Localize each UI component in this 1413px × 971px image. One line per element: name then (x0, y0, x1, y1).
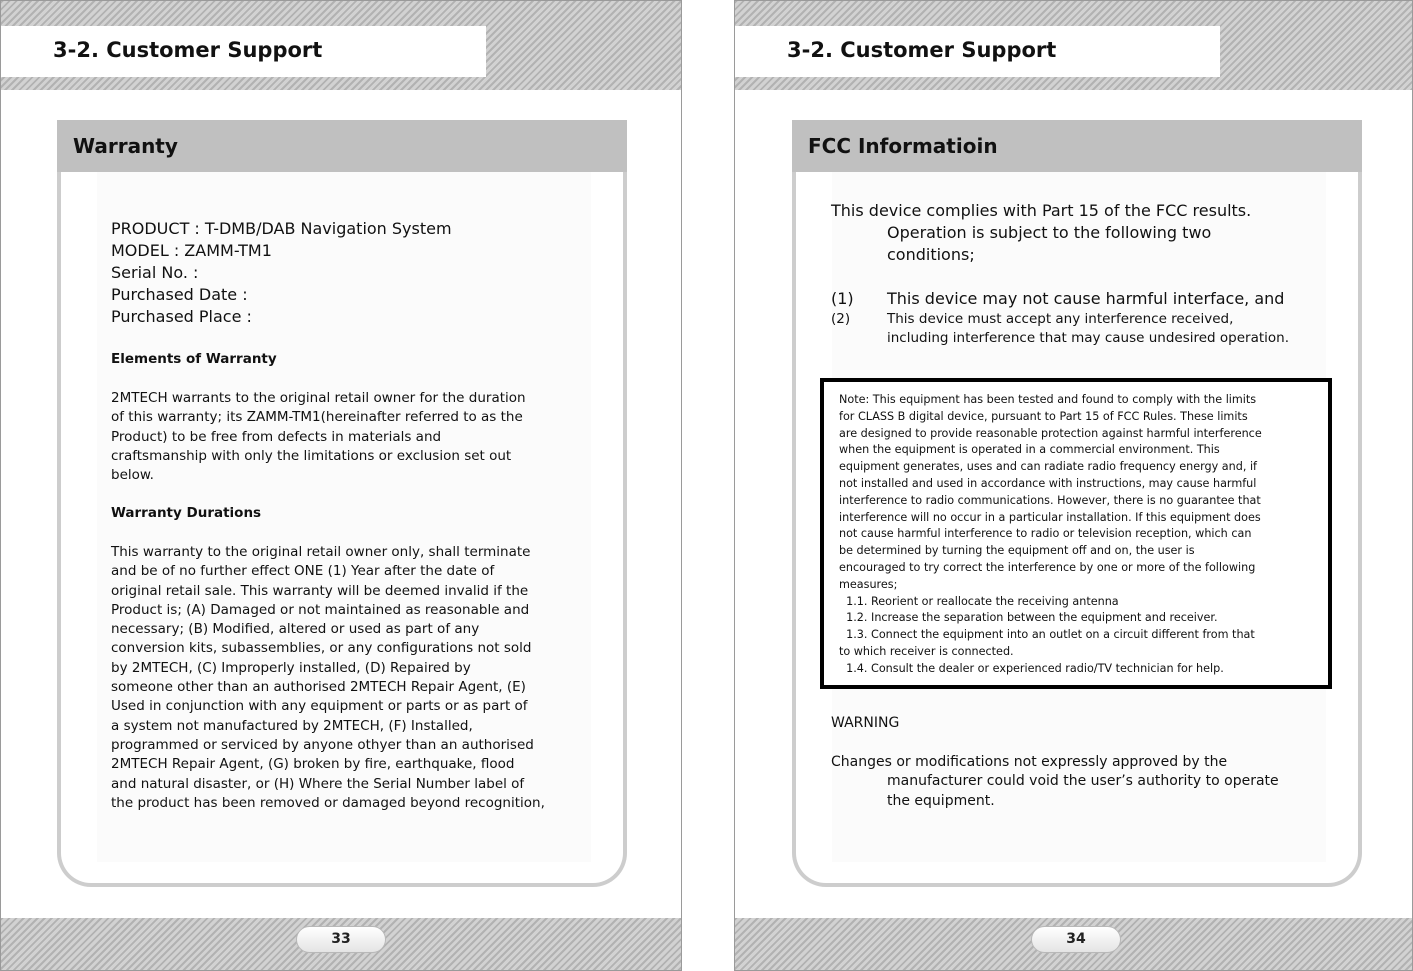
purchased-place-line: Purchased Place : (111, 307, 252, 326)
paragraph-line: and natural disaster, or (H) Where the Serial Number label of (111, 775, 525, 792)
elements-heading: Elements of Warranty (111, 351, 277, 367)
note-line: be determined by turning the equipment off and on, the user is (839, 544, 1195, 558)
paragraph-line: This warranty to the original retail owner only, shall terminate (111, 544, 531, 560)
warning-line: manufacturer could void the user’s authority to operate (887, 773, 1279, 790)
note-line: encouraged to try correct the interference by one or more of the following (839, 560, 1256, 574)
note-line: Note: This equipment has been tested and found to comply with the limits (839, 393, 1257, 406)
note-line: are designed to provide reasonable protection against harmful interference (839, 426, 1262, 440)
condition-text: This device must accept any interference received, (887, 311, 1234, 327)
paragraph-line: necessary; (B) Modified, altered or used as part of any (111, 621, 480, 638)
fcc-intro (831, 200, 1251, 266)
warning-line: the equipment. (887, 792, 995, 809)
condition-2 (831, 310, 1289, 348)
card-title: Warranty (73, 134, 178, 158)
paragraph-line: conversion kits, subassemblies, or any configurations not sold (111, 640, 532, 657)
note-line: measures; (839, 577, 898, 591)
page-33 (0, 0, 682, 971)
warning-heading: WARNING (831, 715, 900, 731)
page-number-badge: 34 (1031, 926, 1121, 953)
note-line: when the equipment is operated in a commercial environment. This (839, 443, 1220, 457)
paragraph-line: original retail sale. This warranty will be deemed invalid if the (111, 582, 529, 599)
serial-line: Serial No. : (111, 263, 199, 282)
paragraph-line: the product has been removed or damaged beyond recognition, (111, 794, 545, 811)
paragraph-line: Product is; (A) Damaged or not maintained as reasonable and (111, 601, 530, 618)
paragraph-line: by 2MTECH, (C) Improperly installed, (D) Repaired by (111, 659, 471, 676)
condition-number: (2) (831, 311, 851, 327)
purchased-date-line: Purchased Date : (111, 285, 248, 304)
warning-paragraph (831, 753, 1279, 811)
note-text (839, 392, 1262, 678)
note-line: 1.2. Increase the separation between the equipment and receiver. (839, 611, 1218, 625)
condition-1 (831, 288, 1284, 310)
warning-line: Changes or modifications not expressly approved by the (831, 754, 1228, 770)
intro-line: This device complies with Part 15 of the FCC results. (831, 201, 1252, 220)
paragraph-line: below. (111, 467, 154, 484)
product-line: PRODUCT : T-DMB/DAB Navigation System (111, 219, 452, 238)
page-number-badge: 33 (296, 926, 386, 953)
paragraph-line: a system not manufactured by 2MTECH, (F) Installed, (111, 717, 473, 734)
condition-number: (1) (831, 289, 854, 308)
intro-line: Operation is subject to the following two (887, 223, 1212, 242)
paragraph-line: and be of no further effect ONE (1) Year after the date of (111, 563, 495, 580)
durations-paragraph (111, 543, 545, 813)
note-line: not cause harmful interference to radio or television reception, which can (839, 527, 1252, 541)
condition-text: This device may not cause harmful interface, and (887, 289, 1285, 308)
section-title: 3-2. Customer Support (787, 38, 1057, 62)
section-title: 3-2. Customer Support (53, 38, 323, 62)
note-line: 1.1. Reorient or reallocate the receiving antenna (839, 594, 1119, 608)
durations-heading: Warranty Durations (111, 505, 262, 521)
card-title: FCC Informatioin (808, 134, 998, 158)
fcc-note-box (820, 378, 1332, 689)
paragraph-line: 2MTECH Repair Agent, (G) broken by fire, earthquake, flood (111, 756, 515, 773)
paragraph-line: programmed or serviced by anyone othyer than an authorised (111, 736, 534, 753)
note-line: interference to radio communications. However, there is no guarantee that (839, 493, 1261, 507)
note-line: interference will no occur in a particular installation. If this equipment does (839, 510, 1261, 524)
condition-text: including interference that may cause undesired operation. (887, 330, 1290, 346)
paragraph-line: craftsmanship with only the limitations or exclusion set out (111, 447, 512, 464)
paragraph-line: Used in conjunction with any equipment or parts or as part of (111, 698, 528, 715)
paragraph-line: 2MTECH warrants to the original retail owner for the duration (111, 390, 526, 406)
paragraph-line: of this warranty; its ZAMM-TM1(hereinafter referred to as the (111, 409, 523, 426)
note-line: 1.3. Connect the equipment into an outlet on a circuit different from that (839, 628, 1255, 642)
paragraph-line: Product) to be free from defects in materials and (111, 428, 442, 445)
note-line: equipment generates, uses and can radiate radio frequency energy and, if (839, 460, 1257, 474)
paragraph-line: someone other than an authorised 2MTECH Repair Agent, (E) (111, 679, 526, 696)
note-line: not installed and used in accordance with instructions, may cause harmful (839, 476, 1257, 490)
model-line: MODEL : ZAMM-TM1 (111, 241, 272, 260)
note-line: for CLASS B digital device, pursuant to Part 15 of FCC Rules. These limits (839, 409, 1248, 423)
intro-line: conditions; (887, 245, 975, 264)
note-line: 1.4. Consult the dealer or experienced radio/TV technician for help. (839, 661, 1224, 675)
elements-paragraph (111, 389, 526, 485)
page-34 (734, 0, 1413, 971)
note-line: to which receiver is connected. (839, 644, 1014, 658)
